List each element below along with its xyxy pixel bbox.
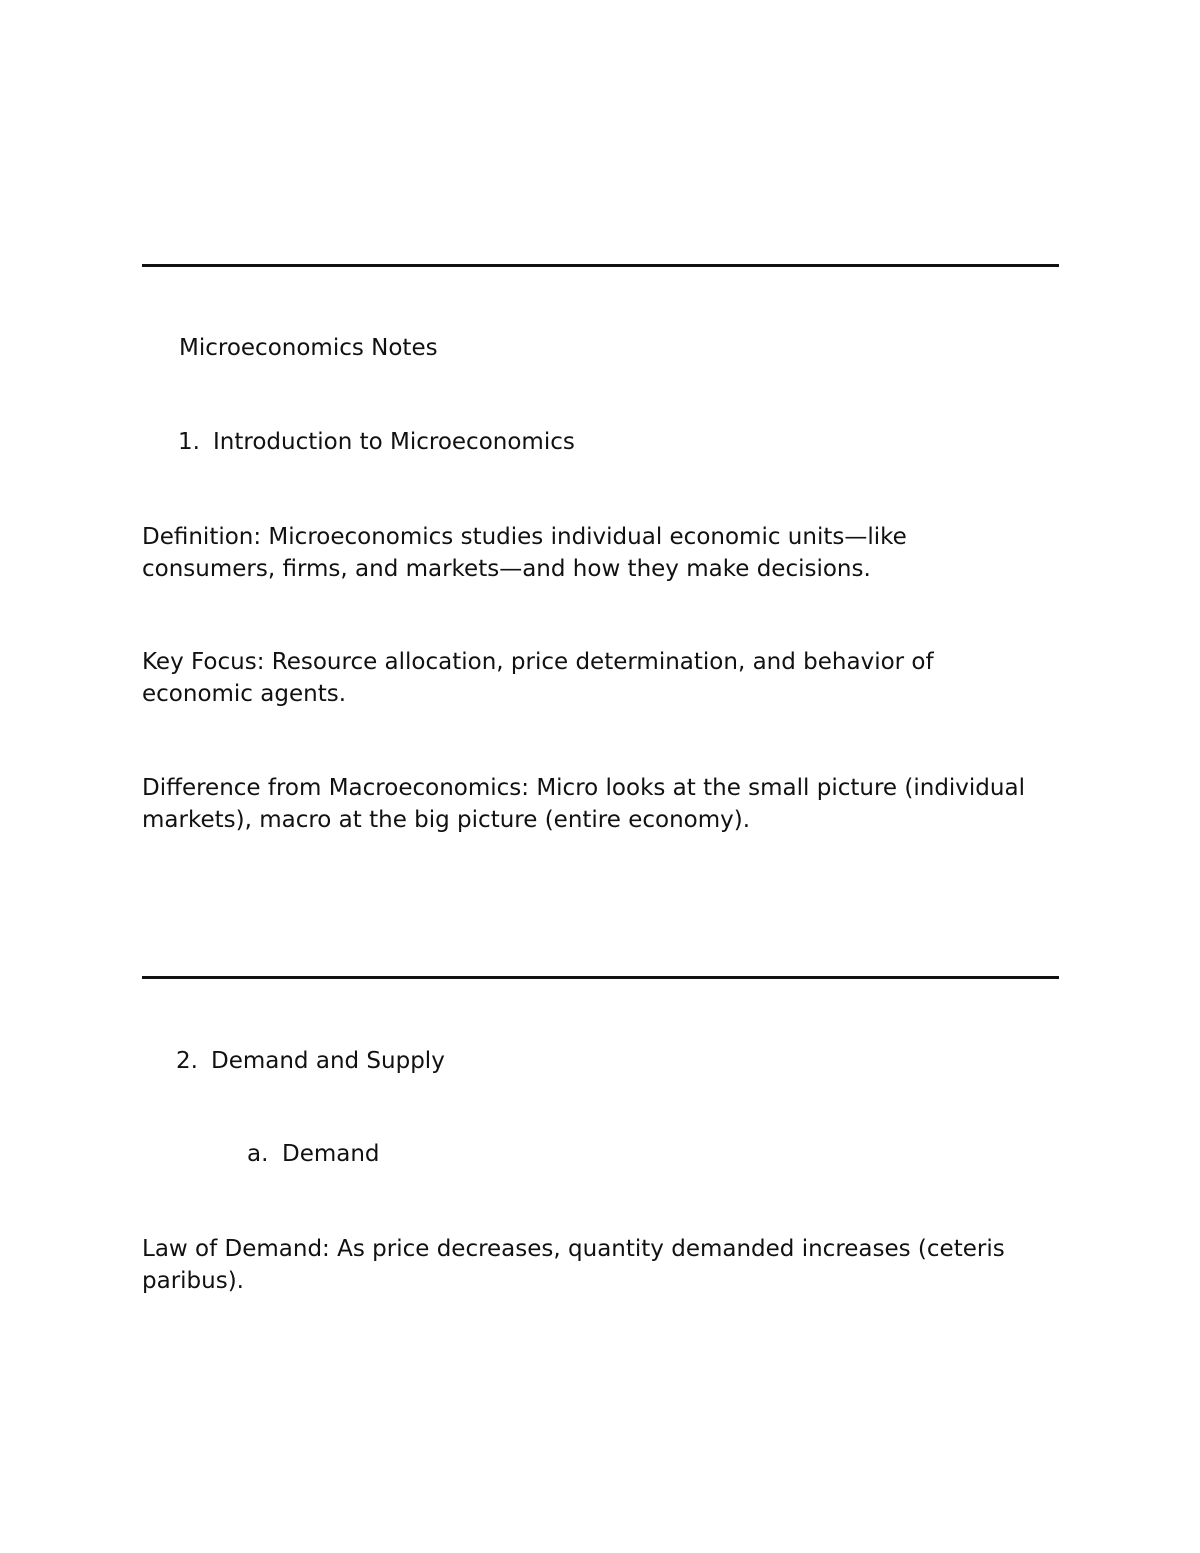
section-1-heading-text: Introduction to Microeconomics bbox=[213, 429, 575, 455]
section-1-heading bbox=[178, 426, 575, 458]
section-2-number: 2. bbox=[176, 1048, 198, 1074]
section-1-number: 1. bbox=[178, 429, 200, 455]
subsection-a-letter: a. bbox=[247, 1141, 269, 1167]
section-2-heading bbox=[176, 1045, 445, 1077]
law-of-demand-line-1: Law of Demand: As price decreases, quantity demanded increases (ceteris bbox=[142, 1236, 1005, 1262]
definition-line-1: Definition: Microeconomics studies individual economic units—like bbox=[142, 524, 907, 550]
section-2-heading-text: Demand and Supply bbox=[211, 1048, 445, 1074]
law-of-demand-paragraph bbox=[142, 1233, 1062, 1297]
subsection-a-heading bbox=[247, 1138, 380, 1170]
difference-line-1: Difference from Macroeconomics: Micro looks at the small picture (individual bbox=[142, 775, 1025, 801]
document-title: Microeconomics Notes bbox=[179, 335, 438, 361]
difference-paragraph bbox=[142, 772, 1062, 836]
definition-line-2: consumers, firms, and markets—and how they make decisions. bbox=[142, 556, 871, 582]
horizontal-rule bbox=[142, 976, 1059, 979]
definition-paragraph bbox=[142, 521, 1062, 585]
horizontal-rule bbox=[142, 264, 1059, 267]
key-focus-paragraph bbox=[142, 646, 1062, 710]
key-focus-line-2: economic agents. bbox=[142, 681, 347, 707]
difference-line-2: markets), macro at the big picture (entire economy). bbox=[142, 807, 751, 833]
subsection-a-heading-text: Demand bbox=[282, 1141, 380, 1167]
key-focus-line-1: Key Focus: Resource allocation, price determination, and behavior of bbox=[142, 649, 934, 675]
law-of-demand-line-2: paribus). bbox=[142, 1268, 244, 1294]
